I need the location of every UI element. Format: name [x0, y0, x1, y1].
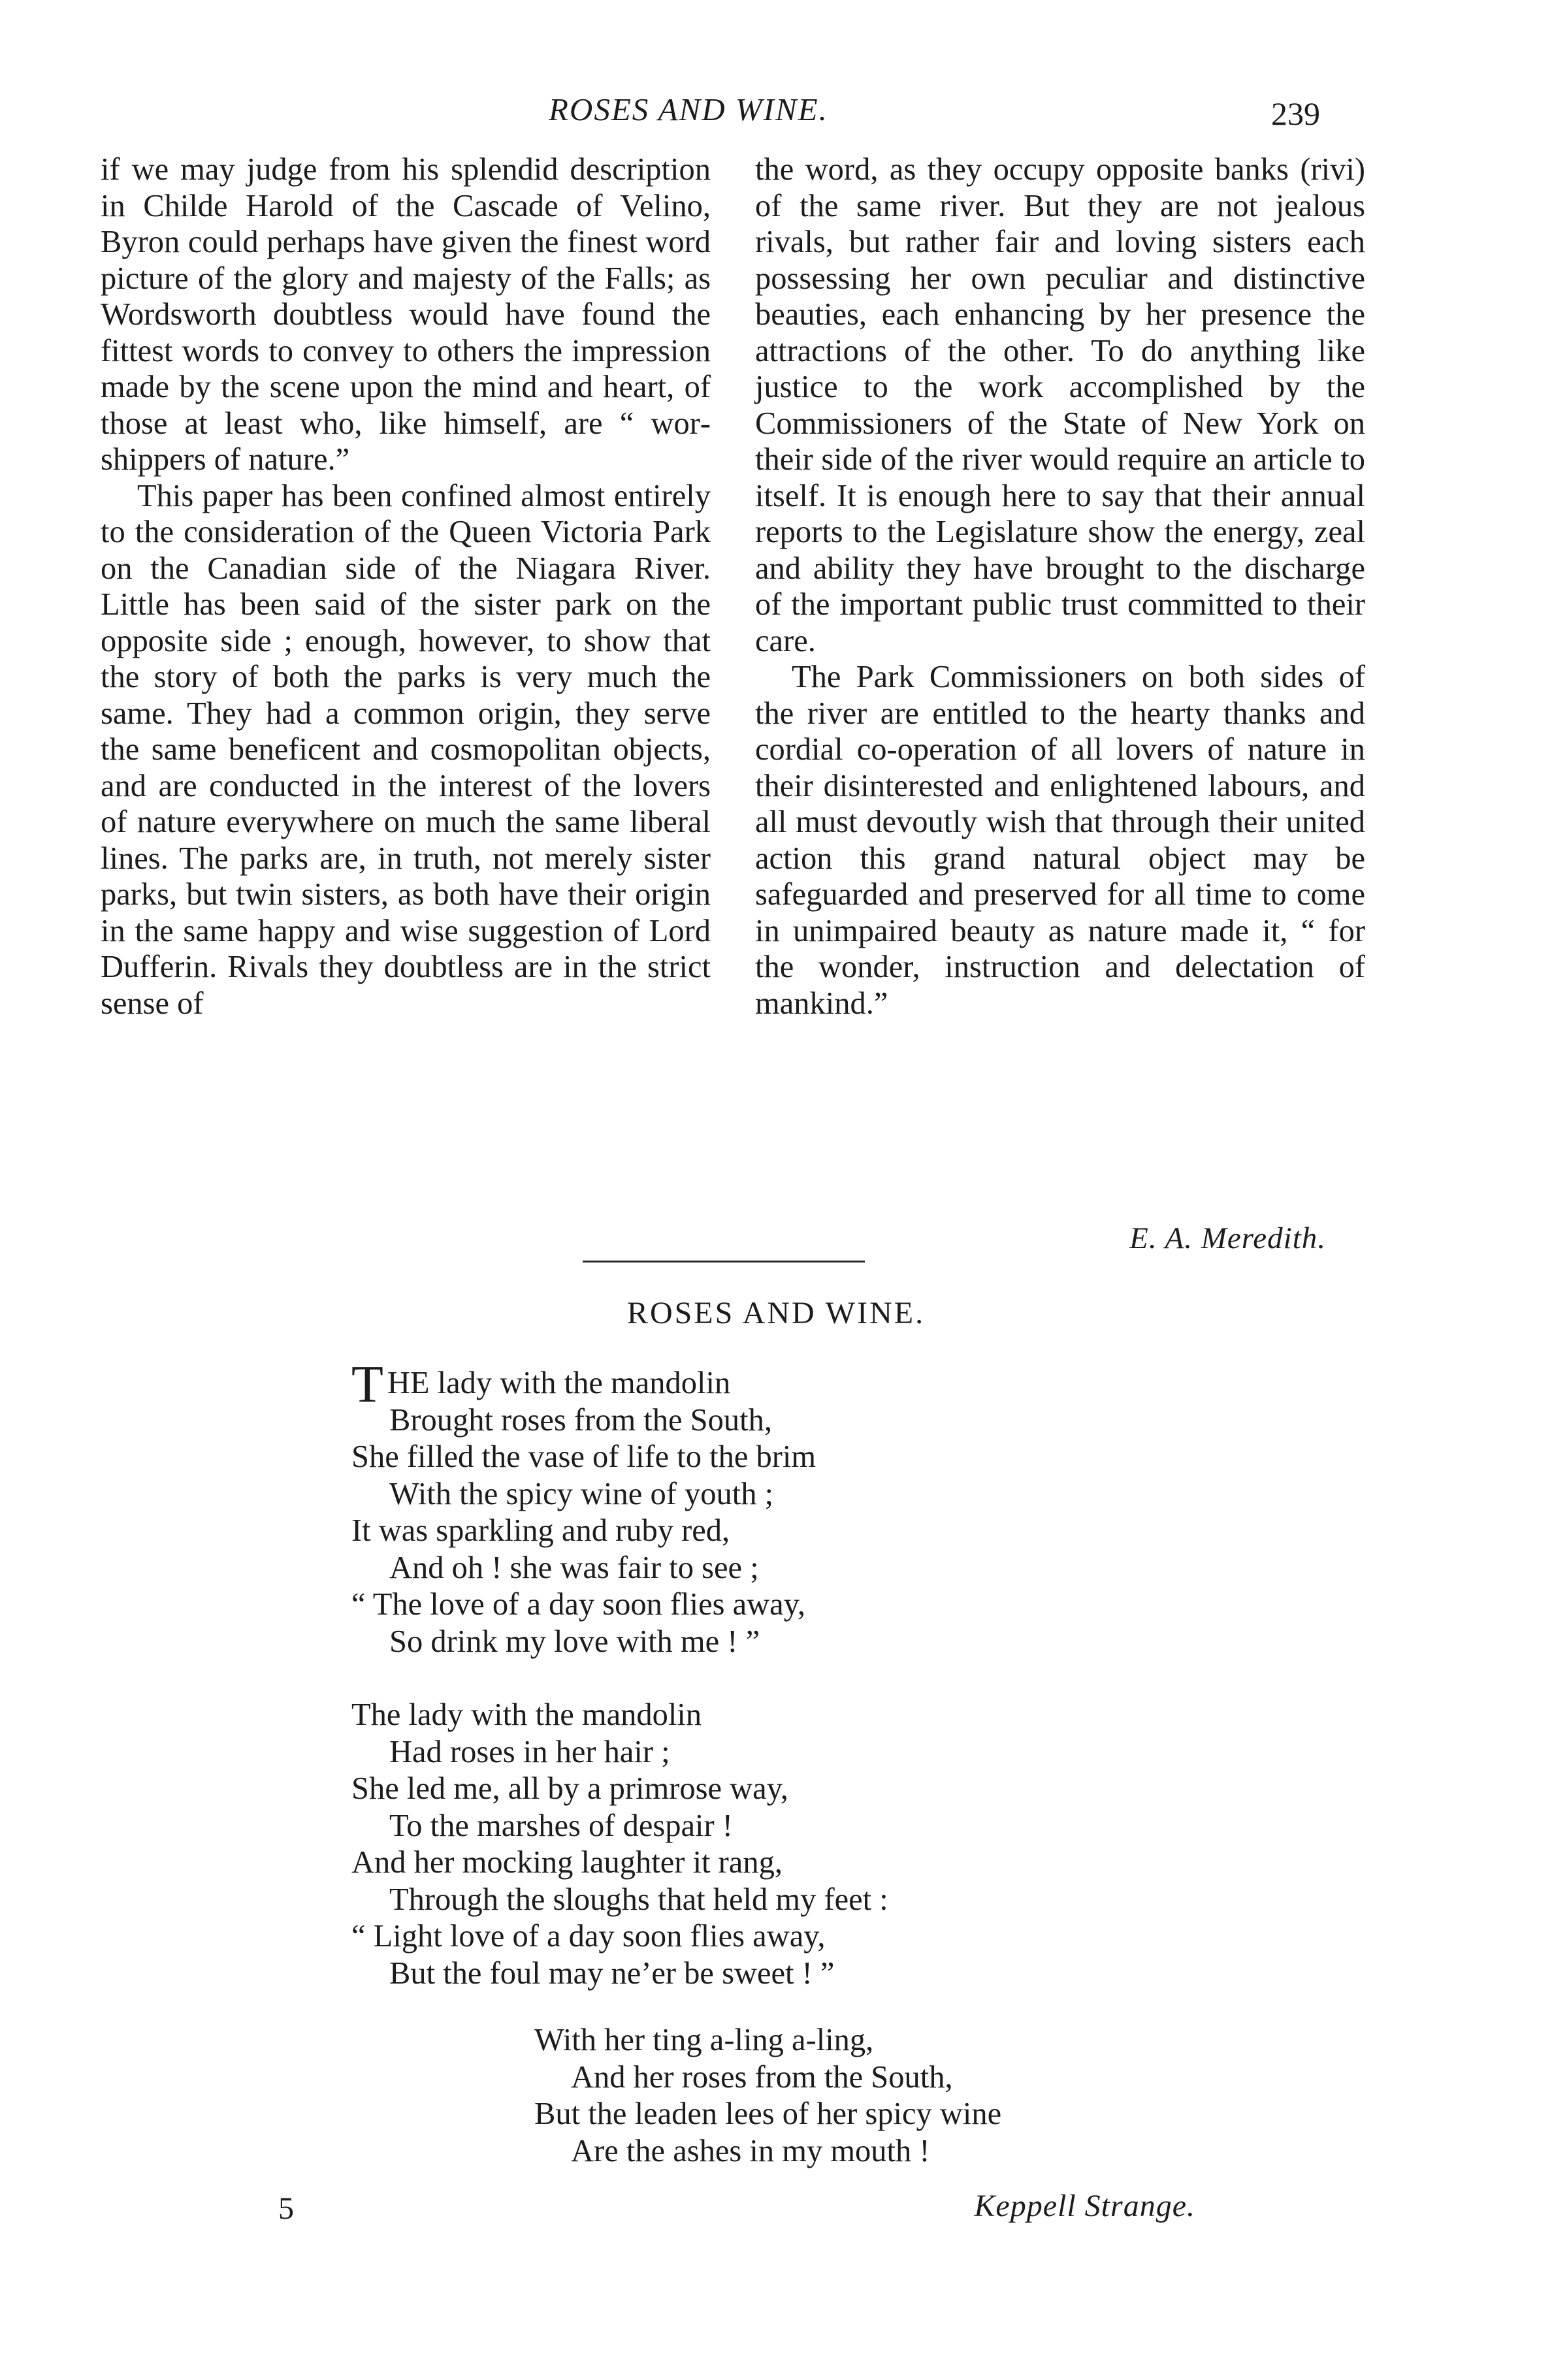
running-title: ROSES AND WINE.: [549, 91, 828, 127]
drop-cap: T: [351, 1356, 383, 1413]
poem-line: With her ting a-ling a-ling,: [534, 2023, 874, 2057]
poem-title: ROSES AND WINE.: [626, 1296, 926, 1330]
poem-line: But the foul may ne’er be sweet ! ”: [389, 1955, 835, 1991]
poem-stanza-1: [351, 1356, 1201, 1660]
poem-line: And her mocking laughter it rang,: [351, 1845, 783, 1880]
article-paragraph: The Park Commissioners on both sides of the river are entitled to the hearty thanks and cordial co-operation of all lovers of nature in their disinterested and enlightened labours, and all must devoutly wish that through their united action this grand natural object may be safeguarded and preserved for all time to come in unimpaired beauty as nature made it, “ for the wonder, instruction and delectation of mankind.”: [755, 660, 1365, 1021]
poem-line: She filled the vase of life to the brim: [351, 1439, 816, 1474]
poem-line: Are the ashes in my mouth !: [571, 2133, 930, 2168]
section-divider: [583, 1261, 865, 1262]
poem-line: So drink my love with me ! ”: [389, 1624, 760, 1659]
poem-stanza-3: [534, 2022, 1253, 2170]
poem-line: “ The love of a day soon flies away,: [351, 1587, 805, 1622]
poem-line: And oh ! she was fair to see ;: [389, 1550, 759, 1585]
poem-line: With the spicy wine of youth ;: [389, 1476, 774, 1511]
article-paragraph: This paper has been confined almost entirely to the consideration of the Queen Victoria Park on the Canadian side of the Niagara River. Little has been said of the sister park on the opposite side ; enough, however, to show that the story of both the parks is very much the same. They had a common origin, they serve the same beneficent and cosmopolitan objects, and are conducted in the interest of the lovers of nature everywhere on much the same liberal lines. The parks are, in truth, not merely sister parks, but twin sisters, as both have their origin in the same happy and wise suggestion of Lord Dufferin. Rivals they doubtless are in the strict sense of: [101, 478, 711, 1021]
poem-line: HE lady with the mandolin: [387, 1366, 731, 1400]
poem-line: But the leaden lees of her spicy wine: [534, 2097, 1002, 2131]
poem-line: Brought roses from the South,: [389, 1402, 773, 1438]
article-paragraph: if we may judge from his splendid description in Childe Harold of the Cascade of Velino, Byron could perhaps have given the finest word picture of the glory and majesty of the Falls; as Wordsworth doubtless would have found the fittest words to convey to others the impression made by the scene upon the mind and heart, of those at least who, like himself, are “ worshippers of nature.”: [101, 152, 711, 477]
article-right-column: [755, 152, 1365, 1021]
article-signature: E. A. Meredith.: [1129, 1221, 1326, 1255]
signature-mark: 5: [278, 2191, 294, 2226]
poem-line: “ Light love of a day soon flies away,: [351, 1919, 826, 1954]
page-number: 239: [1271, 95, 1320, 132]
running-head: [0, 84, 1552, 136]
poem-line: Through the sloughs that held my feet :: [389, 1882, 888, 1917]
poem-body: [351, 1356, 1201, 2029]
poem-signature: Keppell Strange.: [974, 2189, 1195, 2223]
poem-line: And her roses from the South,: [571, 2059, 953, 2095]
poem-stanza-2: [351, 1697, 1201, 1992]
poem-line: Had roses in her hair ;: [389, 1734, 670, 1769]
article-left-column: [101, 152, 711, 1021]
poem-line: She led me, all by a primrose way,: [351, 1771, 788, 1806]
poem-line: The lady with the mandolin: [351, 1697, 702, 1732]
article-paragraph: the word, as they occupy opposite banks (rivi) of the same river. But they are not jealous rivals, but rather fair and loving sisters each possessing her own peculiar and distinctive beauties, each enhancing by her presence the attractions of the other. To do anything like justice to the work accomplished by the Commissioners of the State of New York on their side of the river would require an article to itself. It is enough here to say that their annual reports to the Legislature show the energy, zeal and ability they have brought to the discharge of the important public trust committed to their care.: [755, 152, 1365, 658]
poem-line: To the marshes of despair !: [389, 1808, 733, 1843]
poem-line: It was sparkling and ruby red,: [351, 1513, 730, 1548]
